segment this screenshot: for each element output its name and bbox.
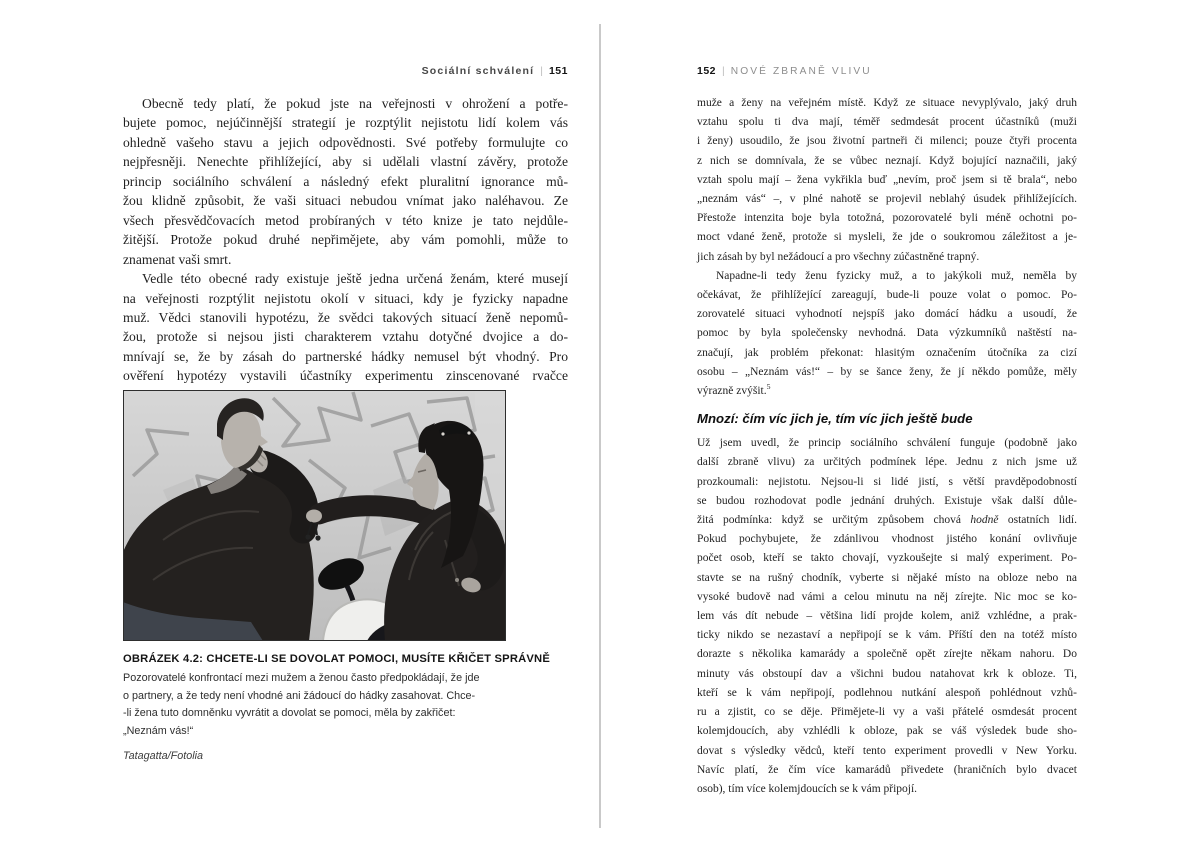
text-line: značují, jak problém překonat: hlasitým označením útočníka za cizí — [697, 346, 1077, 359]
text-line: ru a zjistit, co se děje. Přimějete-li vy a vaši přátelé osmdesát procent — [697, 706, 1077, 719]
text-line: z nich se domnívala, že se vůbec neznají. Když bojující naznačili, jaký — [697, 154, 1077, 167]
text-line: Vedle této obecné rady existuje ještě jedna určená ženám, které musejí — [142, 271, 568, 287]
text-line: ověření hypotézy vystavili účastníky experimentu zinscenované rvačce — [123, 368, 568, 384]
text-line: moct vdané ženě, protože si mysleli, že jde o soukromou záležitost a je- — [697, 231, 1077, 244]
text-line: ticky nikdo se nezastaví a nepřipojí se k vám. Příští den na totéž místo — [697, 629, 1077, 642]
text-line: muže a ženy na veřejném místě. Když ze situace nevyplývalo, jaký druh — [697, 97, 1077, 109]
text-line: na veřejnosti rozptýlit nejistotu okolí v situaci, kdy je fyzicky napadne — [123, 290, 568, 306]
text-line: muž. Vědci stanovili hypotézu, že svědci takových situací ženě nepomů- — [123, 309, 568, 325]
text-line: vysoké budově nad vámi a celou minutu na něj zírejte. Nic moc se ko- — [697, 590, 1077, 603]
right-body-text — [697, 94, 1077, 799]
caption-line: o partnery, a že tedy není vhodné ani žádoucí do hádky zasahovat. Chce- — [123, 689, 476, 702]
text-line: jich zásah by byl nežádoucí a pro všechny zúčastněné trapný. — [697, 250, 980, 263]
text-line: Navíc platí, že čím více kamarádů přivedete (hraničních bylo dvacet — [697, 763, 1077, 776]
text-line: kolemjdoucích, aby vzhlédli k obloze, pak se váš výsledek bude sho- — [697, 725, 1077, 738]
right-running-header — [697, 64, 1077, 79]
text-line: počet osob, kteří se takto chovají, vyzkoušejte si malý experiment. Po- — [697, 552, 1077, 565]
text-line: dorazte s několika kamarády a společně opět zírejte někam nahoru. Do — [697, 648, 1077, 661]
text-line: žitější. Protože pokud druhé nepřimějete, aby vám pomohli, může to — [123, 232, 568, 248]
right-header-separator: | — [722, 65, 725, 77]
text-line: „neznám vás“ –, v plné nahotě se projevil neblahý úsudek přihlížejících. — [697, 193, 1077, 206]
text-line: dovat s výsledky vědců, kteří tento experiment provedli v New Yorku. — [697, 744, 1077, 757]
text-line: vztah spolu mají – žena vykřikla buď „nevím, proč jsem si tě brala“, nebo — [697, 173, 1077, 186]
paragraph — [697, 94, 1077, 267]
left-body-text — [123, 94, 568, 386]
text-line: žou klidně způsobit, že vaši situaci nebudou vnímat jako naléhavou. Ze — [123, 193, 568, 209]
text-line: princip sociálního schválení a následný efekt pluralitní ignorance mů- — [123, 173, 568, 189]
figure-caption — [123, 651, 550, 762]
right-header-page-number: 152 — [697, 65, 717, 77]
text-line: zorovatelé situaci vyhodnotí nejspíš jako domácí hádku a usoudí, že — [697, 308, 1077, 321]
left-header-separator: | — [540, 65, 543, 77]
section-heading: Mnozí: čím víc jich je, tím víc jich ještě bude — [697, 411, 973, 427]
text-line: znamenat vaši smrt. — [123, 251, 232, 267]
text-line: Napadne-li tedy ženu fyzicky muž, a to jakýkoli muž, neměla by — [716, 269, 1077, 282]
text-line: mnívají se, že by zásah do partnerské hádky nemusel být vhodný. Pro — [123, 348, 568, 364]
text-line: i ženy) usoudilo, že jsou životní partneři či milenci; pouze čtyři procenta — [697, 135, 1077, 148]
text-line: další zbraně vlivu) za určitých podmínek lépe. Jednu z nich jsme už — [697, 456, 1077, 469]
left-header-section-title: Sociální schválení — [421, 65, 535, 77]
text-line: očekávat, že přihlížející zareagují, bude-li pouze volat o pomoc. Po- — [697, 289, 1077, 302]
figure-photo-credit: Tatagatta/Fotolia — [123, 750, 204, 762]
text-line: Pokud pochybujete, že zdánlivou vhodnost jistého konání ovlivňuje — [697, 533, 1077, 546]
paragraph — [697, 434, 1077, 799]
left-running-header — [123, 64, 568, 78]
photo-illustration — [123, 390, 506, 641]
text-line: se budou rozhodovat podle jednání druhých. Existuje však další důle- — [697, 494, 1077, 507]
text-line: Přestože intenzita boje byla totožná, pozorovatelé byli méně ochotni po- — [697, 212, 1077, 225]
paragraph — [123, 94, 568, 269]
right-body-bottom — [697, 434, 1077, 799]
text-line: žou, protože si nejsou jisti charakterem vztahu dotyčné dvojice a do- — [123, 329, 568, 345]
text-line: ohledně vašeho stavu a jejich odpovědnosti. Své potřeby formulujte co — [123, 134, 568, 150]
figure-caption-title: OBRÁZEK 4.2: CHCETE-LI SE DOVOLAT POMOCI, MUSÍTE KŘIČET SPRÁVNĚ — [123, 653, 550, 665]
text-line: bujete pomoc, nejúčinnější strategií je rozptýlit nejistotu lidí kolem vás — [123, 115, 568, 131]
paragraph — [123, 269, 568, 386]
text-line: Obecně tedy platí, že pokud jste na veřejnosti v ohrožení a potře- — [142, 96, 568, 111]
text-line: všech přesvědčovacích metod probíraných v této knize je tato nejdůle- — [123, 212, 568, 228]
text-line: Už jsem uvedl, že princip sociálního schválení funguje (podobně jako — [697, 437, 1077, 450]
text-line: žitá podmínka: když se určitým způsobem chová hodně ostatních lidí. — [697, 514, 1077, 527]
text-line: vztahu spolu ti dva mají, téměř sedmdesát procent účastníků (muži — [697, 116, 1077, 129]
text-line: pomoc by byla společensky nevhodná. Data výzkumníků naštěstí na- — [697, 327, 1077, 340]
text-line: prozkoumali: nejistotu. Nejsou-li si lidé jistí, s větší pravděpodobností — [697, 475, 1077, 488]
right-header-section-title: NOVÉ ZBRANĚ VLIVU — [730, 66, 872, 77]
text-line: osob), tím více kolemjdoucích se k vám připojí. — [697, 782, 918, 795]
caption-line: Pozorovatelé konfrontací mezi mužem a ženou často předpokládají, že jde — [123, 672, 480, 684]
paragraph — [697, 267, 1077, 401]
left-header-page-number: 151 — [548, 65, 568, 77]
text-line: nejpřesněji. Nenechte přihlížející, aby si udělali vlastní závěry, protože — [123, 154, 568, 170]
page-gutter-divider — [599, 24, 601, 828]
text-line: kteří se k vám nepřipojí, podlehnou nutkání alespoň pohlédnout vzhů- — [697, 686, 1077, 699]
text-line: osobu – „Neznám vás!“ – by se šance ženy, že jí někdo pomůže, měly — [697, 365, 1077, 378]
figure-photo — [123, 390, 506, 641]
right-body-top — [697, 94, 1077, 401]
figure-caption-body — [123, 670, 515, 740]
text-line: minuty vás obstoupí dav a všichni budou natahovat krk k obloze. Ti, — [697, 667, 1077, 680]
text-line: lem vás dít nebude – většina lidí projde kolem, aniž vzhlédne, a prak- — [697, 610, 1077, 623]
caption-line: -li žena tuto domněnku vyvrátit a dovolat se pomoci, měla by zakřičet: — [123, 707, 456, 719]
caption-line: „Neznám vás!“ — [123, 724, 194, 737]
text-line: stavte se na rušný chodník, vyberte si nějaké místo na obloze nebo na — [697, 571, 1077, 584]
text-line: výrazně zvýšit.$^5$ — [697, 382, 771, 398]
